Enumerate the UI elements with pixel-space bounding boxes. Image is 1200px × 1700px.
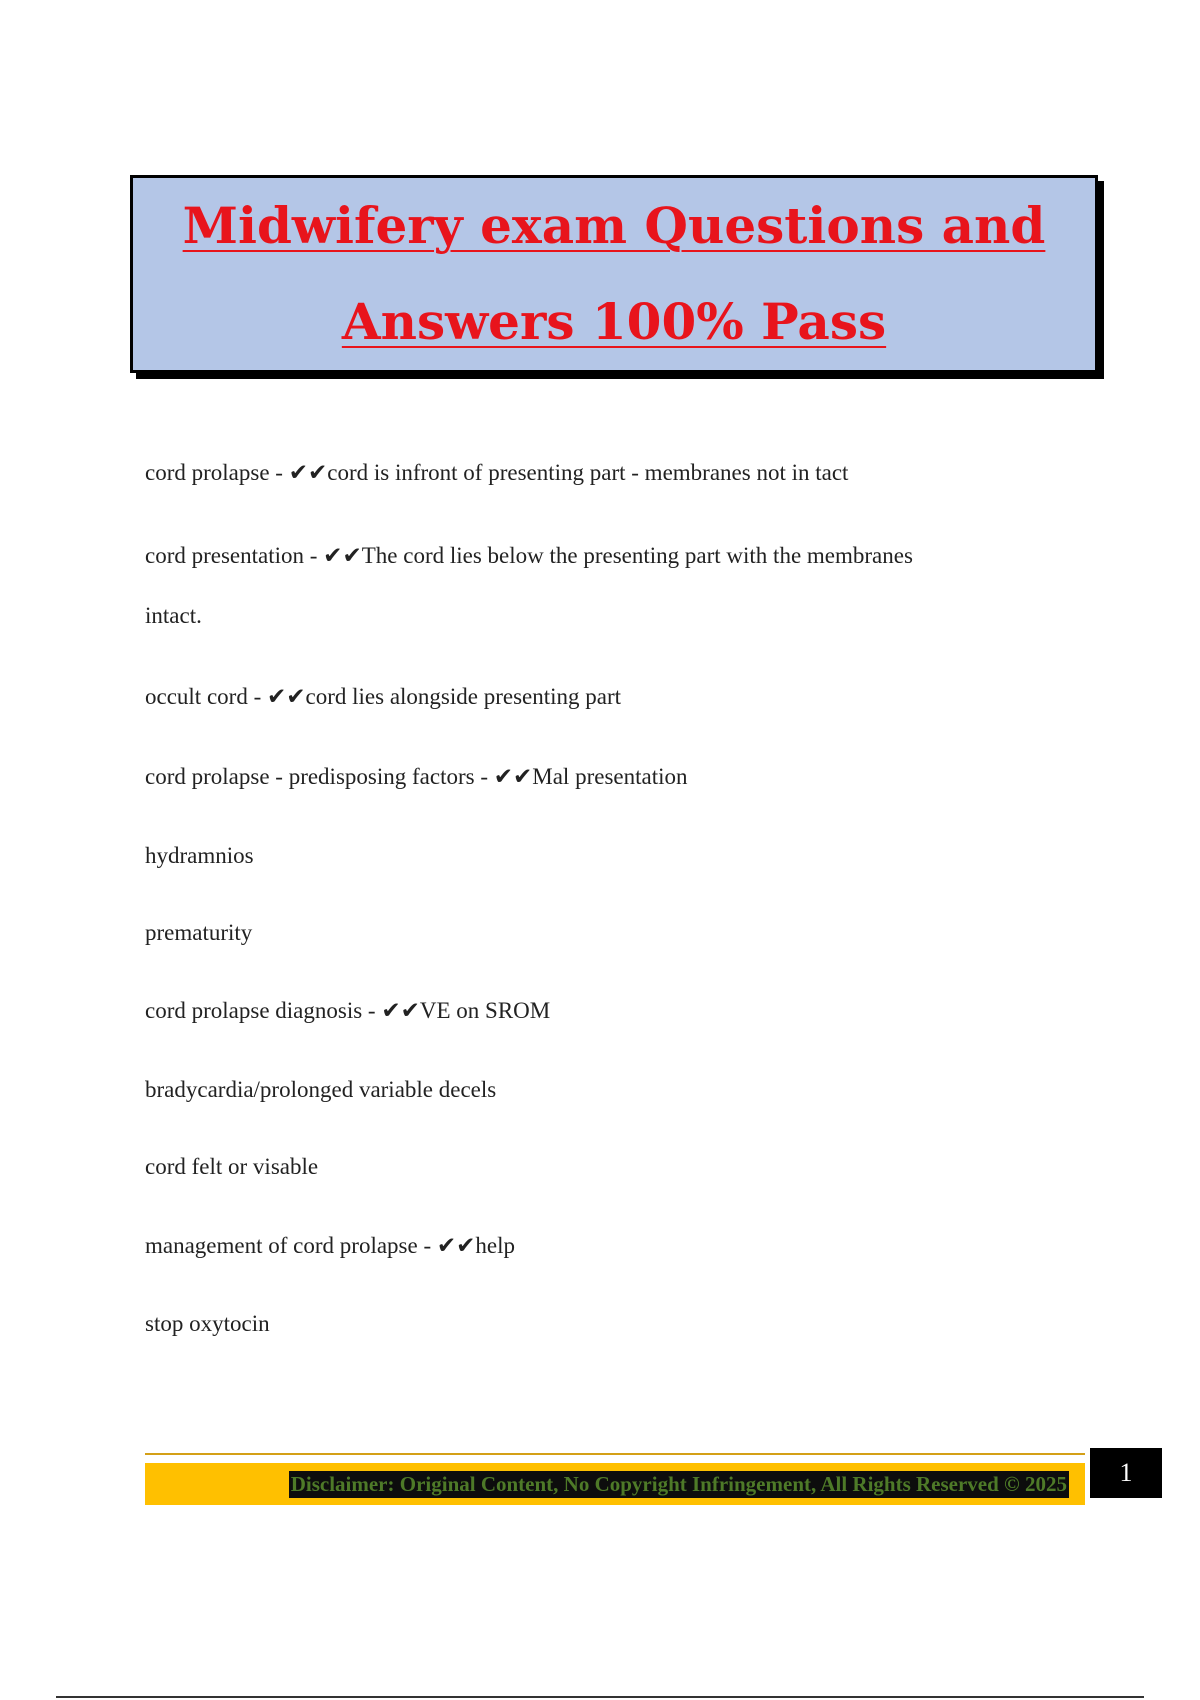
document-title-line-1: Midwifery exam Questions and	[182, 196, 1046, 255]
footer-divider	[145, 1453, 1085, 1455]
title-banner	[130, 175, 1098, 373]
page-number: 1	[1090, 1448, 1162, 1498]
footer-bar	[145, 1463, 1085, 1505]
entry-diagnosis: cord prolapse diagnosis - ✔✔VE on SROM	[145, 998, 551, 1023]
entry-cord-presentation: cord presentation - ✔✔The cord lies below the presenting part with the membranes	[145, 543, 913, 568]
entry-cord-felt: cord felt or visable	[145, 1154, 319, 1179]
entry-stop-oxytocin: stop oxytocin	[145, 1311, 270, 1336]
entry-cord-prolapse: cord prolapse - ✔✔cord is infront of presenting part - membranes not in tact	[145, 460, 849, 485]
page-bottom-divider	[56, 1696, 1144, 1698]
entry-predisposing-factors: cord prolapse - predisposing factors - ✔✔Mal presentation	[145, 764, 688, 789]
entry-occult-cord: occult cord - ✔✔cord lies alongside presenting part	[145, 684, 622, 709]
entry-management: management of cord prolapse - ✔✔help	[145, 1233, 515, 1258]
disclaimer-text: Disclaimer: Original Content, No Copyright Infringement, All Rights Reserved © 2025	[290, 1471, 1067, 1496]
document-title-line-2: Answers 100% Pass	[341, 292, 887, 351]
entry-cord-presentation-continued: intact.	[145, 603, 202, 628]
entry-prematurity: prematurity	[145, 920, 253, 945]
entry-hydramnios: hydramnios	[145, 843, 254, 868]
entry-bradycardia: bradycardia/prolonged variable decels	[145, 1077, 497, 1102]
